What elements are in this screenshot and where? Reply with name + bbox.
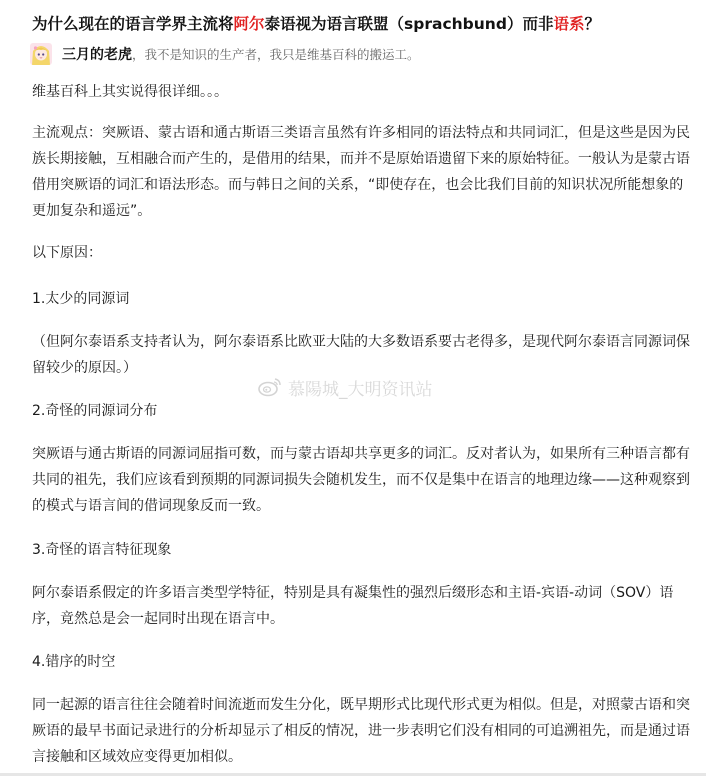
title-highlight-altai: 阿尔	[233, 15, 265, 33]
answer-paragraph: 维基百科上其实说得很详细。。。	[32, 84, 228, 100]
title-highlight-family: 语系	[553, 15, 585, 33]
section-heading: 4.错序的时空	[32, 654, 116, 670]
title-part-1: 为什么现在的语言学界主流将	[32, 15, 234, 33]
answer-paragraph: 以下原因：	[32, 245, 102, 261]
answer-paragraph: 阿尔泰语系假定的许多语言类型学特征，特别是具有凝集性的强烈后缀形态和主语-宾语-动词（SOV）语序，竟然总是会一起同时出现在语言中。	[32, 585, 674, 627]
watermark-text: 慕陽城_大明资讯站	[288, 379, 433, 400]
watermark	[258, 374, 433, 400]
answer-paragraph: 主流观点：突厥语、蒙古语和通古斯语三类语言虽然有许多相同的语法特点和共同词汇，但是这些是因为民族长期接触，互相融合而产生的，是借用的结果，而并不是原始语遗留下来的原始特征。一般认为是蒙古语借用突厥语的词汇和语法形态。而与韩日之间的关系，“即使存在，也会比我们目前的知识状况所能想象的更加复杂和遥远”。	[32, 125, 690, 219]
weibo-logo-icon	[258, 377, 282, 397]
answer-paragraph: 突厥语与通古斯语的同源词屈指可数，而与蒙古语却共享更多的词汇。反对者认为，如果所有三种语言都有共同的祖先，我们应该看到预期的同源词损失会随机发生，而不仅是集中在语言的地理边缘——这种观察到的模式与语言间的借词现象反而一致。	[32, 446, 690, 514]
title-part-3: ？	[584, 15, 600, 33]
title-part-2: 泰语视为语言联盟（sprachbund）而非	[264, 15, 554, 33]
answer-paragraph: （但阿尔泰语系支持者认为，阿尔泰语系比欧亚大陆的大多数语系要古老得多，是现代阿尔泰语言同源词保留较少的原因。）	[32, 334, 690, 376]
author-row	[30, 42, 690, 66]
anime-girl-avatar-icon[interactable]	[30, 43, 52, 65]
answer-paragraph: 同一起源的语言往往会随着时间流逝而发生分化，既早期形式比现代形式更为相似。但是，对照蒙古语和突厥语的最早书面记录进行的分析却显示了相反的情况，进一步表明它们没有相同的可追溯祖先，而是通过语言接触和区域效应变得更加相似。	[32, 697, 690, 765]
author-bio: ，我不是知识的生产者，我只是维基百科的搬运工。	[132, 47, 420, 62]
question-title[interactable]	[32, 12, 702, 36]
section-heading: 2.奇怪的同源词分布	[32, 403, 158, 419]
author-name[interactable]: 三月的老虎	[62, 47, 132, 63]
section-heading: 1.太少的同源词	[32, 291, 130, 307]
section-heading: 3.奇怪的语言特征现象	[32, 542, 172, 558]
